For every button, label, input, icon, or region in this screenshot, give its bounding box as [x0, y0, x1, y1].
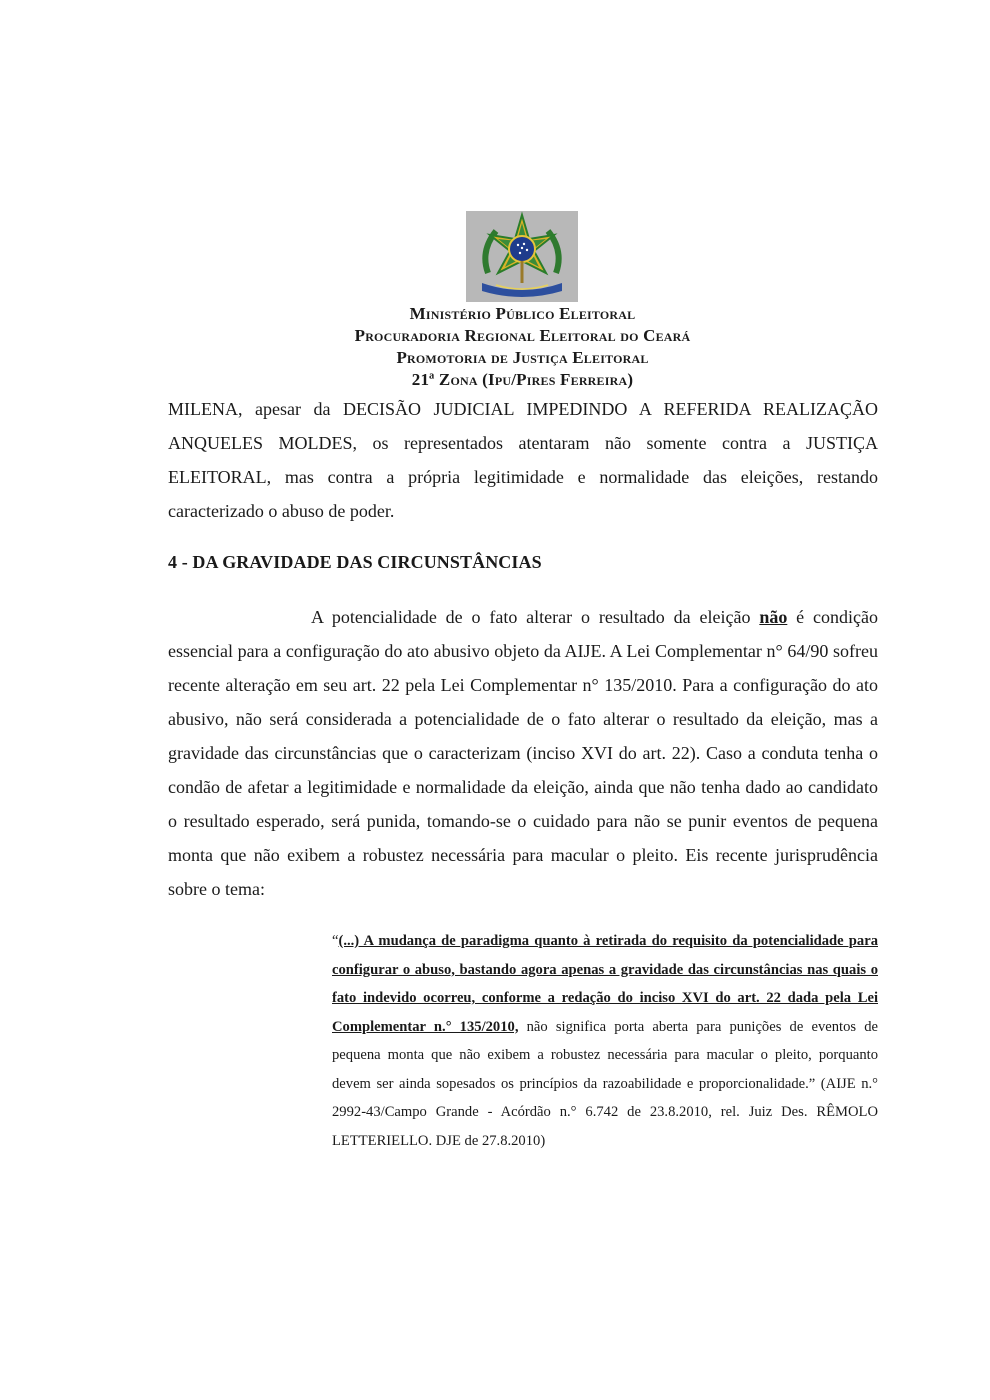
letterhead: [0, 303, 990, 391]
letterhead-line-procuradoria: Procuradoria Regional Eleitoral do Ceará: [354, 326, 691, 345]
quote-rest-text: não significa porta aberta para punições de eventos de pequena monta que não exibem a robustez necessária para macular o pleito, porquanto devem ser ainda sopesados os princípios da razoabilidade e proporcionalidade.” (AIJE n.° 2992-43/Campo Grande - Acórdão n.° 6.742 de 23.8.2010, rel. Juiz Des. RÊMOLO LETTERIELLO. DJE de 27.8.2010): [332, 1018, 878, 1149]
jurisprudence-quote: [332, 927, 878, 1155]
brazil-coat-of-arms-icon: [466, 211, 578, 302]
paragraph-gravidade: [168, 600, 878, 906]
letterhead-line-zona: 21ª Zona (Ipu/Pires Ferreira): [411, 370, 634, 389]
coat-of-arms-emblem: [466, 211, 578, 302]
section-heading: 4 - DA GRAVIDADE DAS CIRCUNSTÂNCIAS: [168, 552, 542, 572]
paragraph-gravidade-emphasis: não: [759, 607, 788, 627]
paragraph-gravidade-lead: A potencialidade de o fato alterar o resultado da eleição: [311, 607, 760, 627]
letterhead-line-promotoria: Promotoria de Justiça Eleitoral: [396, 348, 649, 367]
quote-underlined-text: (...) A mudança de paradigma quanto à retirada do requisito da potencialidade para configurar o abuso, bastando agora apenas a gravidade das circunstâncias nas quais o fato indevido ocorreu, conforme a redação do inciso XVI do art. 22 dada pela Lei Complementar n.° 135/2010,: [332, 933, 878, 1035]
letterhead-line-ministry: Ministério Público Eleitoral: [409, 304, 636, 323]
paragraph-intro: MILENA, apesar da DECISÃO JUDICIAL IMPEDINDO A REFERIDA REALIZAÇÃO ANQUELES MOLDES, os representados atentaram não somente contra a JUSTIÇA ELEITORAL, mas contra a própria legitimidade e normalidade das eleições, restando caracterizado o abuso de poder.: [168, 399, 878, 521]
quote-open-mark: “: [332, 933, 339, 949]
paragraph-gravidade-rest: é condição essencial para a configuração do ato abusivo objeto da AIJE. A Lei Complementar n° 64/90 sofreu recente alteração em seu art. 22 pela Lei Complementar n° 135/2010. Para a configuração do ato abusivo, não será considerada a potencialidade de o fato alterar o resultado da eleição, mas a gravidade das circunstâncias que o caracterizam (inciso XVI do art. 22). Caso a conduta tenha o condão de afetar a legitimidade e normalidade da eleição, ainda que não tenha dado ao candidato o resultado esperado, será punida, tomando-se o cuidado para não se punir eventos de pequena monta que não exibem a robustez necessária para macular o pleito. Eis recente jurisprudência sobre o tema:: [168, 607, 878, 899]
